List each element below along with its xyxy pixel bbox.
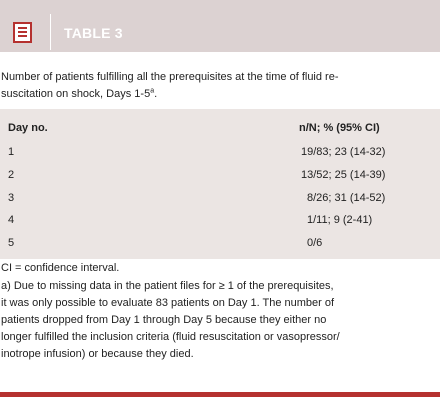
- table-caption: [1, 69, 437, 103]
- footnote-a-line: a) Due to missing data in the patient files for ≥ 1 of the prerequisites,: [1, 280, 334, 292]
- caption-line-2-text: suscitation on shock, Days 1-5: [1, 88, 151, 100]
- row-1-day: 1: [8, 146, 15, 158]
- row-2-day: 2: [8, 169, 15, 181]
- row-3-day: 3: [8, 192, 15, 204]
- table-header-banner: [0, 0, 440, 52]
- column-header-day: Day no.: [8, 122, 48, 134]
- row-2-value: 13/52; 25 (14-39): [301, 169, 386, 181]
- caption-footnote-marker: a: [150, 87, 155, 95]
- row-5-value: 0/6: [307, 237, 323, 249]
- row-1-value: 19/83; 23 (14-32): [301, 146, 386, 158]
- footnote-a-line: longer fulfilled the inclusion criteria (fluid resuscitation or vasopressor/: [1, 331, 340, 343]
- caption-line-2-end: .: [154, 88, 158, 100]
- footnote-abbreviation: CI = confidence interval.: [1, 262, 120, 274]
- footnote-a: [1, 278, 437, 363]
- row-4-value: 1/11; 9 (2-41): [307, 214, 373, 226]
- table-icon: [13, 22, 32, 43]
- column-header-value: n/N; % (95% CI): [299, 122, 380, 134]
- caption-line-2: [1, 86, 437, 103]
- footnote-a-line: inotrope infusion) or because they died.: [1, 348, 194, 360]
- header-divider: [50, 14, 51, 50]
- row-5-day: 5: [8, 237, 15, 249]
- row-3-value: 8/26; 31 (14-52): [307, 192, 386, 204]
- table-title: TABLE 3: [64, 25, 123, 41]
- bottom-rule: [0, 392, 440, 397]
- row-4-day: 4: [8, 214, 15, 226]
- footnote-a-line: patients dropped from Day 1 through Day 5 because they either no: [1, 314, 327, 326]
- caption-line-1: Number of patients fulfilling all the prerequisites at the time of fluid re-: [1, 71, 339, 83]
- footnote-a-line: it was only possible to evaluate 83 patients on Day 1. The number of: [1, 297, 335, 309]
